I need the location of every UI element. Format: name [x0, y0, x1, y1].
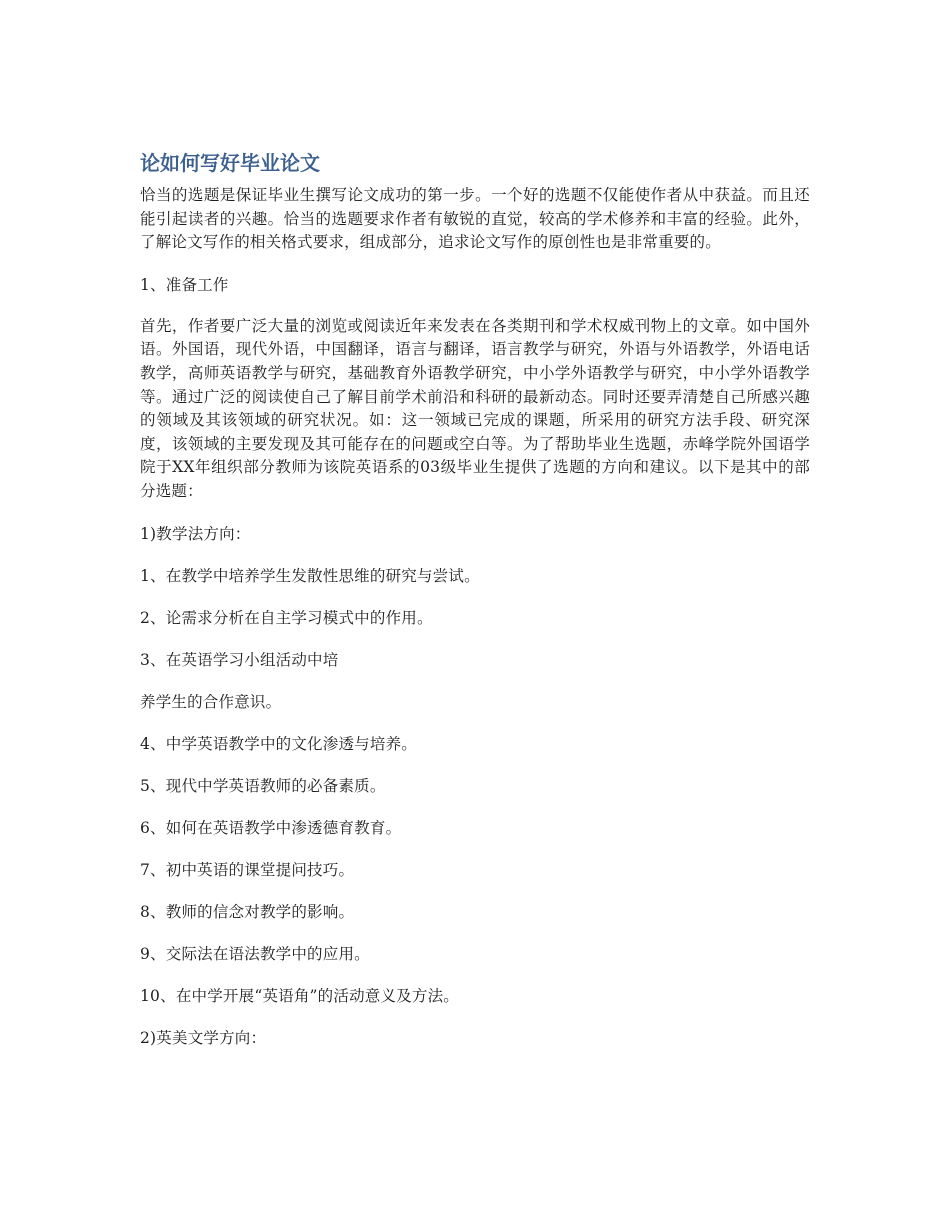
direction-heading-literature: 2)英美文学方向： [140, 1028, 267, 1047]
topic-item: 9、交际法在语法教学中的应用。 [140, 944, 370, 963]
topic-item: 10、在中学开展“英语角”的活动意义及方法。 [140, 986, 459, 1005]
document-page [140, 148, 810, 1050]
topic-item: 4、中学英语教学中的文化渗透与培养。 [140, 734, 417, 753]
section-body-preparation: 首先，作者要广泛大量的浏览或阅读近年来发表在各类期刊和学术权威刊物上的文章。如中国外语。外国语，现代外语，中国翻译，语言与翻译，语言教学与研究，外语与外语教学，外语电话教学，高师英语教学与研究，基础教育外语教学研究，中小学外语教学与研究，中小学外语教学等。通过广泛的阅读使自己了解目前学术前沿和科研的最新动态。同时还要弄清楚自己所感兴趣的领域及其该领域的研究状况。如：这一领域已完成的课题，所采用的研究方法手段、研究深度，该领域的主要发现及其可能存在的问题或空白等。为了帮助毕业生选题，赤峰学院外国语学院于XX年组织部分教师为该院英语系的03级毕业生提供了选题的方向和建议。以下是其中的部分选题： [140, 316, 810, 500]
topic-item: 2、论需求分析在自主学习模式中的作用。 [140, 608, 433, 627]
topic-item: 8、教师的信念对教学的影响。 [140, 902, 355, 921]
direction-heading-pedagogy: 1)教学法方向： [140, 524, 251, 543]
topic-item: 7、初中英语的课堂提问技巧。 [140, 860, 355, 879]
topic-item: 6、如何在英语教学中渗透德育教育。 [140, 818, 402, 837]
document-title: 论如何写好毕业论文 [140, 151, 320, 175]
section-heading-preparation: 1、准备工作 [140, 275, 229, 294]
topic-item: 3、在英语学习小组活动中培 [140, 650, 339, 669]
topic-item: 5、现代中学英语教师的必备素质。 [140, 776, 386, 795]
topic-item: 养学生的合作意识。 [140, 692, 282, 711]
intro-paragraph: 恰当的选题是保证毕业生撰写论文成功的第一步。一个好的选题不仅能使作者从中获益。而且还能引起读者的兴趣。恰当的选题要求作者有敏锐的直觉，较高的学术修养和丰富的经验。此外，了解论文写作的相关格式要求，组成部分，追求论文写作的原创性也是非常重要的。 [140, 186, 810, 252]
topic-item: 1、在教学中培养学生发散性思维的研究与尝试。 [140, 566, 480, 585]
